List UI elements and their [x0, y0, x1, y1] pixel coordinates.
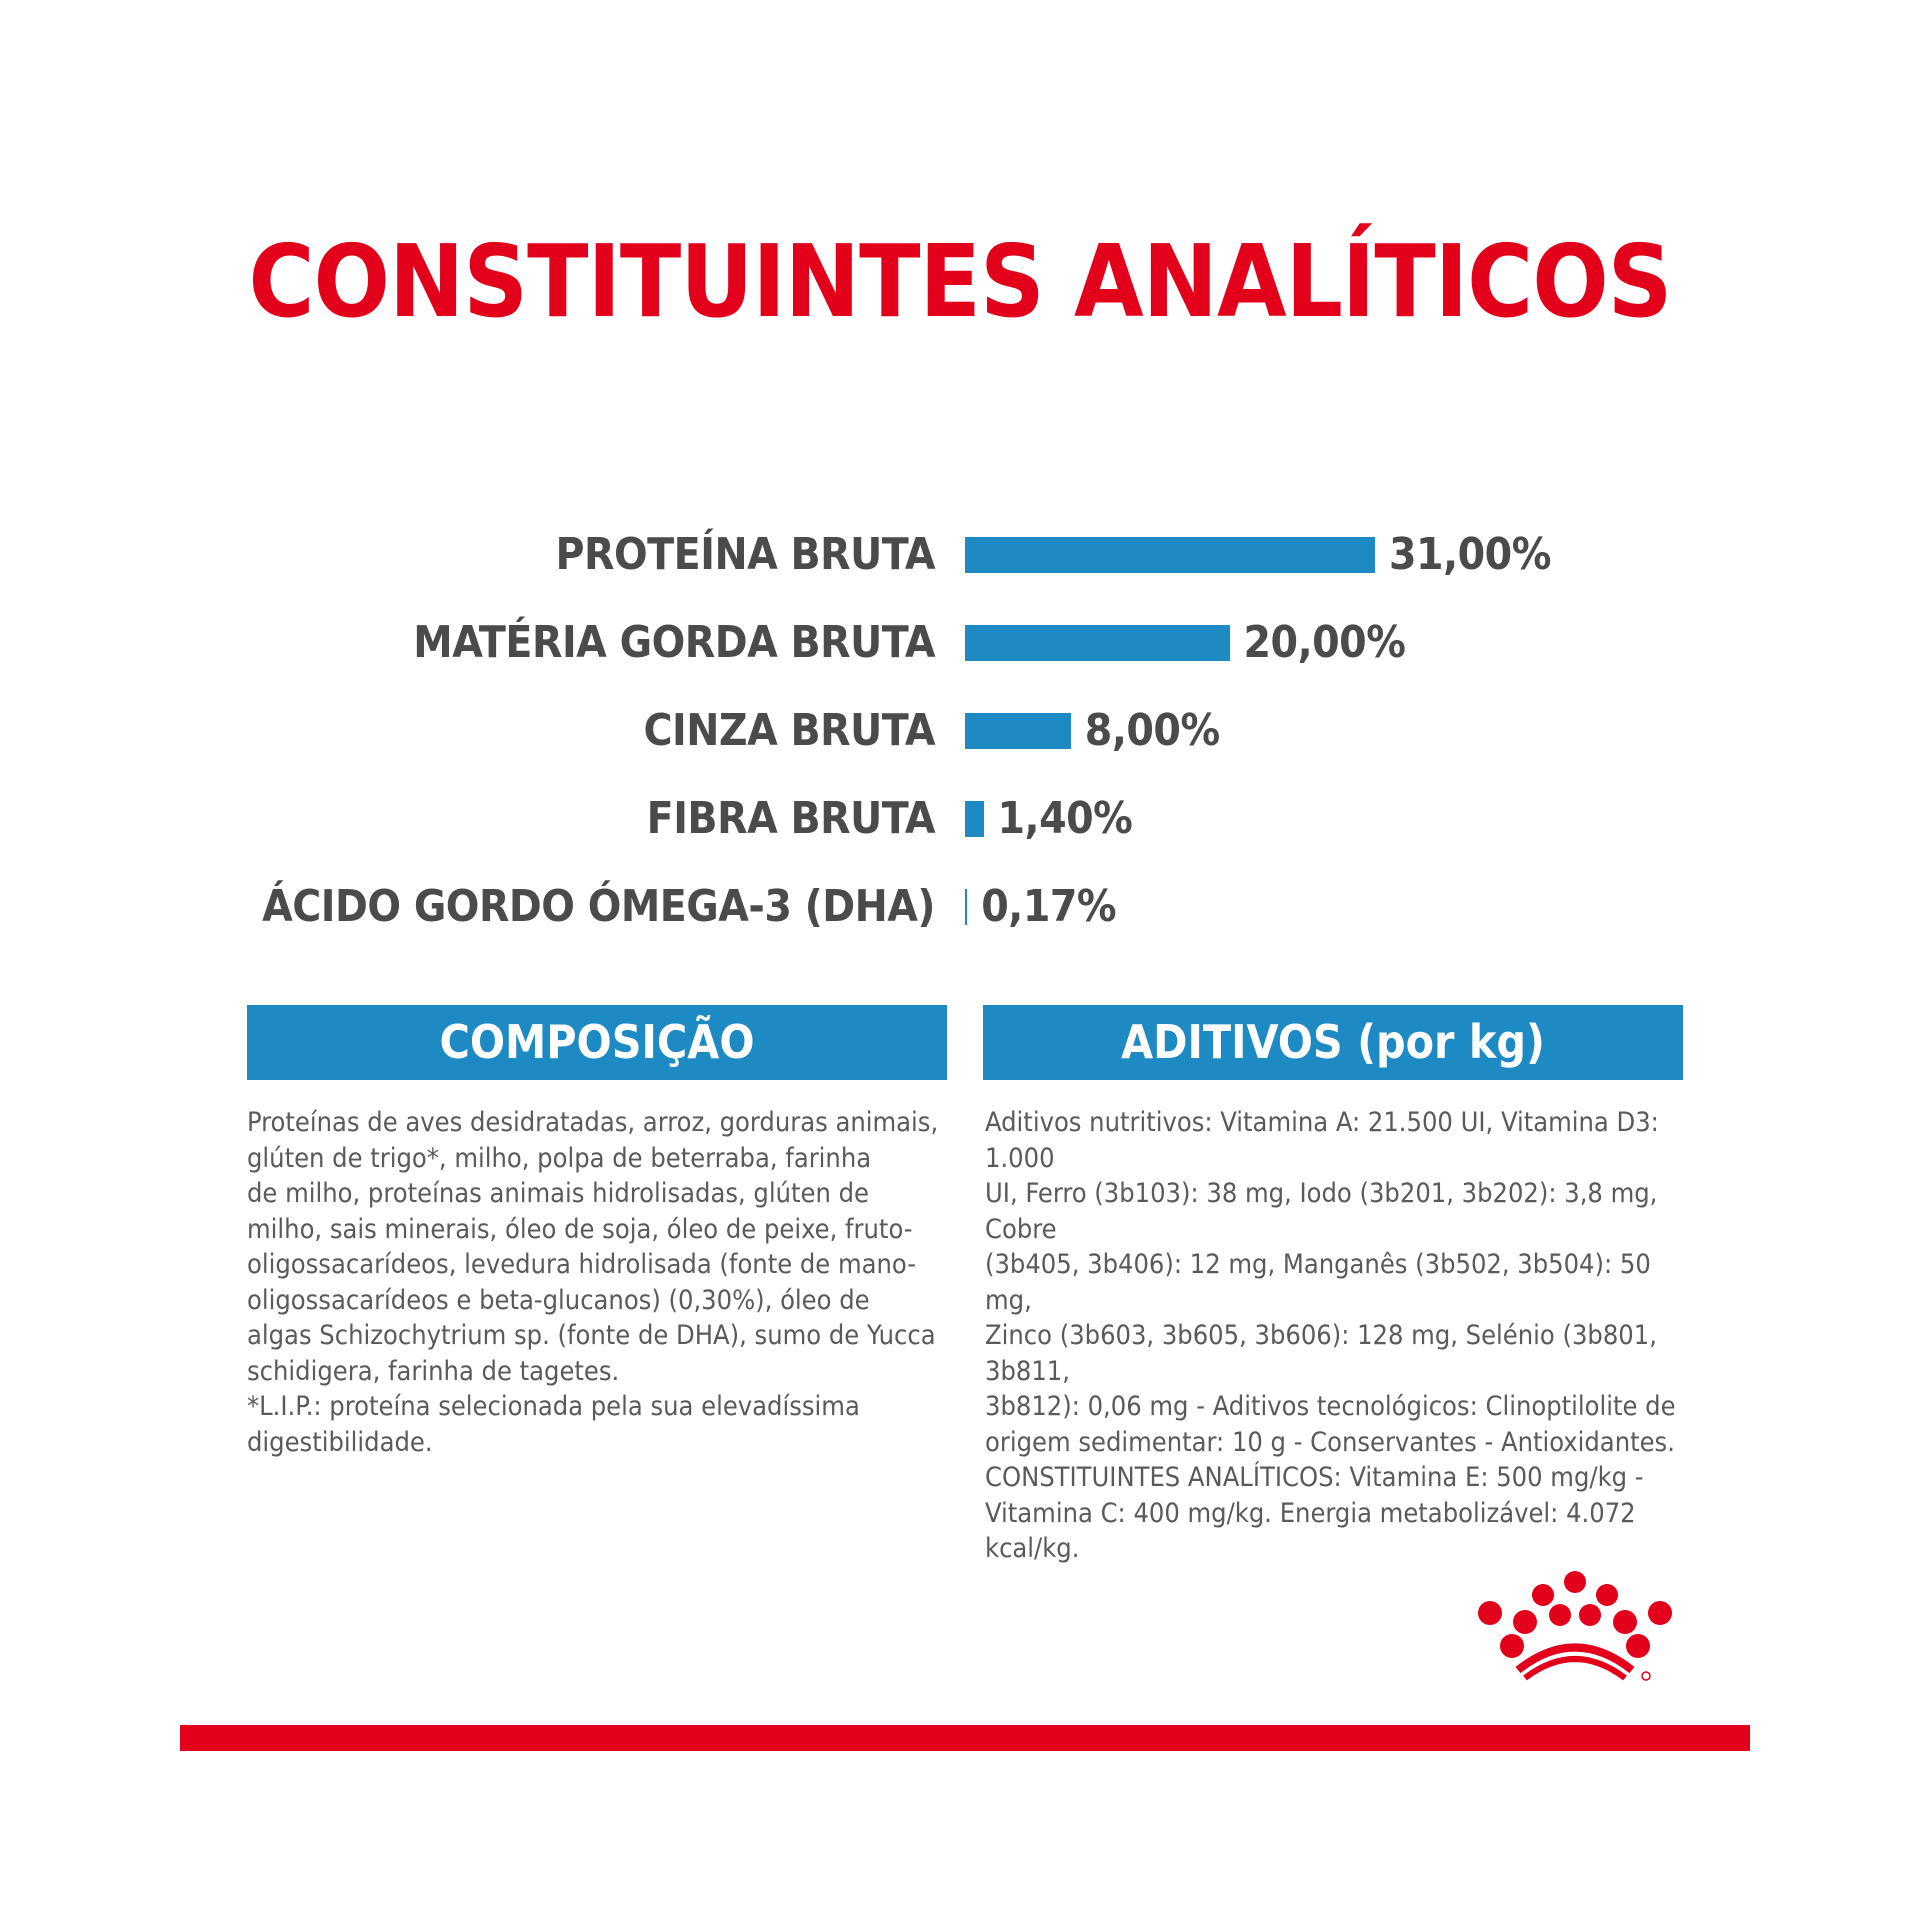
bar-value-label: 31,00%	[1389, 529, 1551, 580]
royal-canin-crown-icon	[1470, 1570, 1680, 1690]
bar-label: FIBRA BRUTA	[646, 793, 935, 844]
additives-header: ADITIVOS (por kg)	[983, 1005, 1683, 1080]
bar-value-label: 1,40%	[997, 793, 1133, 844]
composition-text: Proteínas de aves desidratadas, arroz, gorduras animais, glúten de trigo*, milho, polpa de beterraba, farinha de milho, proteínas animais hidrolisadas, glúten de milho, sais minerais, óleo de soja, óleo de peixe, fruto- oligossacarídeos, levedura hidrolisada (fonte de mano- oligossacarídeos e beta-glucanos) (0,30%), óleo de algas Schizochytrium sp. (fonte de DHA), sumo de Yucca schidigera, farinha de tagetes. *L.I.P.: proteína selecionada pela sua elevadíssima digestibilidade.	[247, 1107, 939, 1458]
bar	[965, 537, 1375, 573]
bar-value-label: 0,17%	[981, 881, 1117, 932]
bar-label: MATÉRIA GORDA BRUTA	[413, 617, 935, 668]
bar-label: CINZA BRUTA	[643, 705, 935, 756]
additives-text: Aditivos nutritivos: Vitamina A: 21.500 UI, Vitamina D3: 1.000 UI, Ferro (3b103): 38 mg, Iodo (3b201, 3b202): 3,8 mg, Cobre (3b405, 3b406): 12 mg, Manganês (3b502, 3b504): 50 mg, Zinco (3b603, 3b605, 3b606): 128 mg, Selénio (3b801, 3b811, 3b812): 0,06 mg - Aditivos tecnológicos: Clinoptilolite de origem sedimentar: 10 g - Conservantes - Antioxidantes. CONSTITUINTES ANALÍTICOS: Vitamina E: 500 mg/kg - Vitamina C: 400 mg/kg. Energia metabolizável: 4.072 kcal/kg.	[985, 1107, 1676, 1564]
bar-label: PROTEÍNA BRUTA	[555, 529, 935, 580]
composition-header: COMPOSIÇÃO	[247, 1005, 947, 1080]
bar	[965, 625, 1230, 661]
bar-value-label: 20,00%	[1243, 617, 1406, 668]
bar	[965, 801, 984, 837]
bottom-red-bar	[180, 1725, 1750, 1751]
bar-value-label: 8,00%	[1084, 705, 1220, 756]
bar-label: ÁCIDO GORDO ÓMEGA-3 (DHA)	[262, 881, 935, 932]
bar	[965, 713, 1071, 749]
chart-title: CONSTITUINTES ANALÍTICOS	[248, 223, 1672, 340]
bar	[965, 889, 967, 925]
